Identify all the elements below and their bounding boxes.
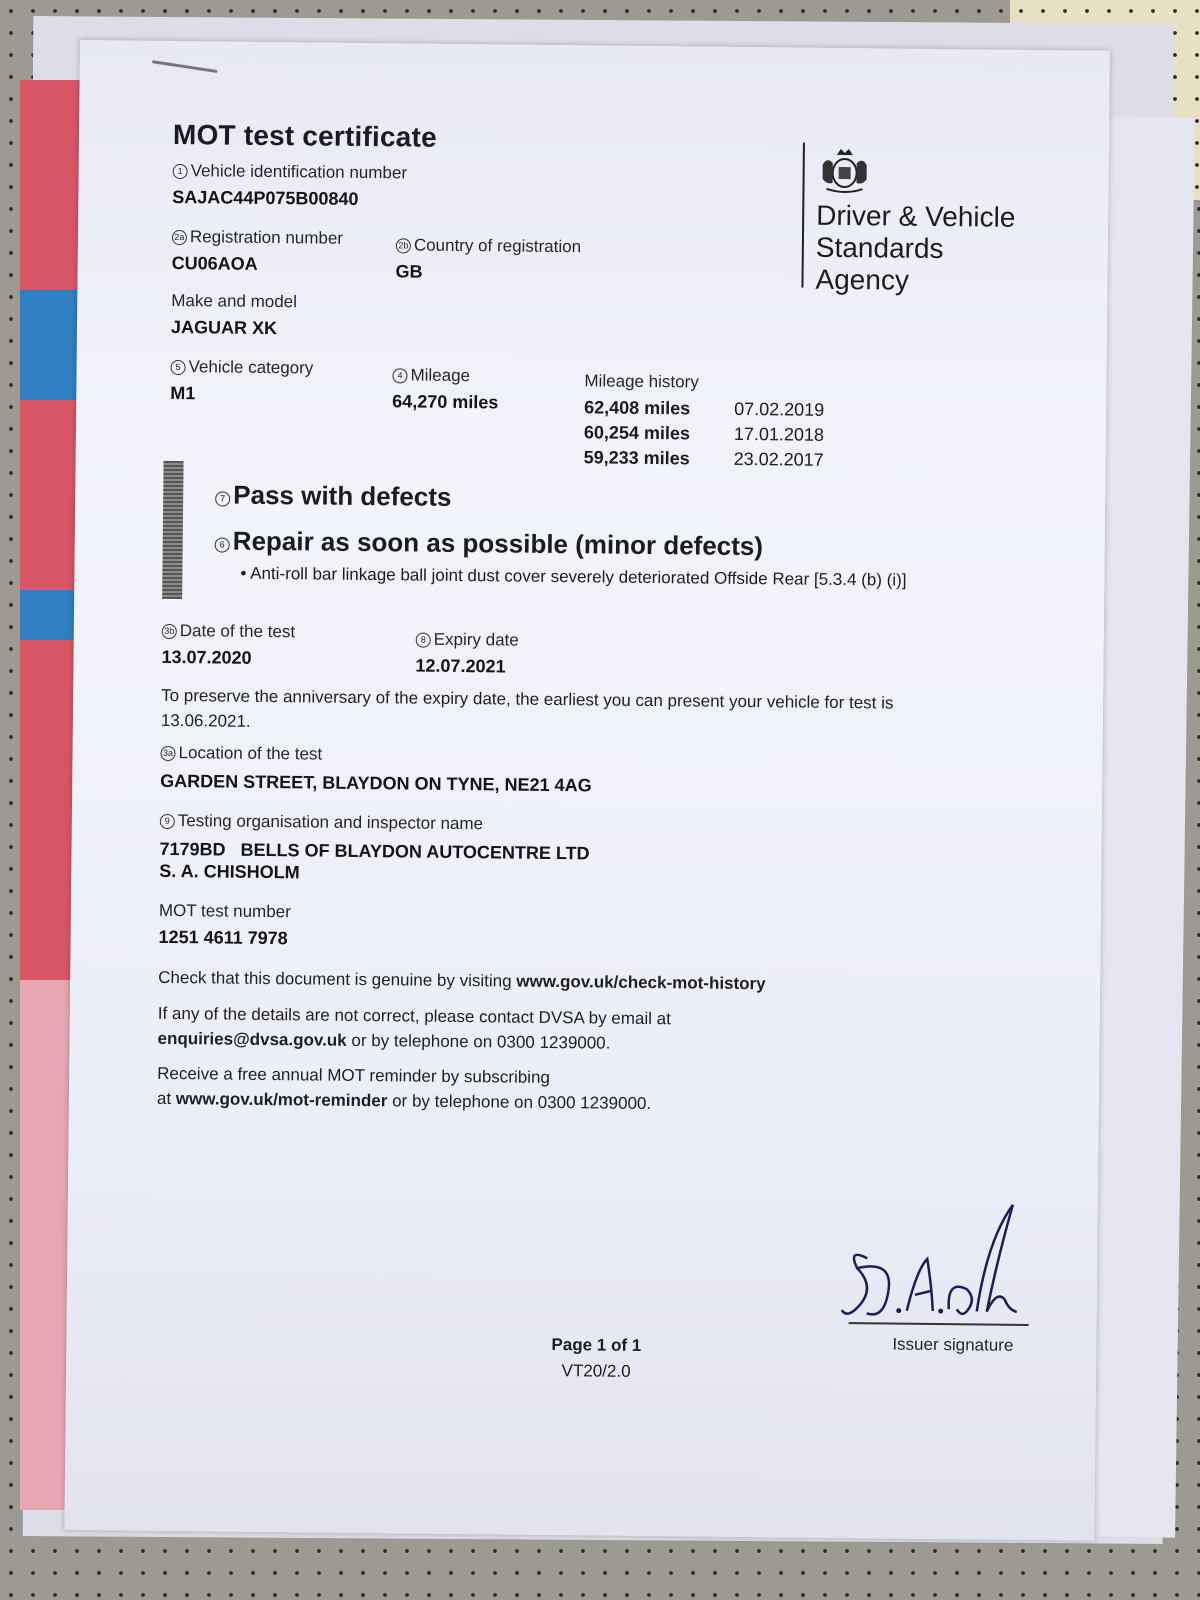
- category-label-row: [170, 357, 313, 378]
- field-number-badge: 3b: [162, 624, 177, 639]
- field-number-badge: 6: [215, 537, 230, 552]
- history-date: 23.02.2017: [733, 448, 824, 470]
- test-number-value: 1251 4611 7978: [158, 926, 288, 949]
- reminder-line-1: Receive a free annual MOT reminder by subscribing: [157, 1063, 551, 1087]
- agency-name: [815, 200, 1015, 298]
- reminder-phone-text: or by telephone on 0300 1239000.: [392, 1091, 652, 1114]
- category-label: Vehicle category: [188, 357, 314, 378]
- make-label: Make and model: [171, 290, 298, 312]
- anniversary-line-1: To preserve the anniversary of the expiry date, the earliest you can present your vehicle for test is: [161, 685, 894, 713]
- category-value: M1: [170, 382, 196, 404]
- defect-text: Anti-roll bar linkage ball joint dust cover severely deteriorated Offside Rear [5.3.4 (b) (i)]: [250, 563, 907, 590]
- field-number-badge: 3a: [160, 746, 175, 761]
- mileage-history-row: [584, 447, 844, 475]
- location-value: GARDEN STREET, BLAYDON ON TYNE, NE21 4AG: [160, 770, 592, 796]
- field-number-badge: 5: [170, 360, 185, 375]
- royal-crest-icon: [816, 143, 873, 196]
- pass-status: [215, 479, 452, 512]
- anniversary-line-2: 13.06.2021.: [160, 710, 251, 731]
- country-label: Country of registration: [413, 235, 582, 257]
- vin-label: Vehicle identification number: [190, 161, 408, 183]
- organisation-value: [159, 839, 589, 865]
- agency-divider: [801, 143, 805, 288]
- page-title: MOT test certificate: [172, 118, 438, 153]
- vin-label-row: [173, 161, 408, 183]
- history-miles: 62,408 miles: [584, 397, 691, 419]
- reminder-at: at: [156, 1088, 172, 1109]
- history-date: 17.01.2018: [733, 423, 825, 445]
- field-number-badge: 2a: [172, 230, 187, 245]
- mileage-label-row: [392, 365, 470, 386]
- mileage-history-label: Mileage history: [584, 371, 699, 392]
- vin-value: SAJAC44P075B00840: [172, 186, 359, 209]
- repair-status: [215, 525, 764, 562]
- test-date-label-row: [162, 621, 295, 642]
- check-text: Check that this document is genuine by visiting: [158, 967, 512, 991]
- organisation-name: BELLS OF BLAYDON AUTOCENTRE LTD: [240, 839, 590, 864]
- mileage-label: Mileage: [410, 365, 471, 386]
- location-label-row: [160, 743, 322, 765]
- agency-line-1: Driver & Vehicle: [816, 199, 1016, 233]
- expiry-date-label: Expiry date: [433, 629, 519, 650]
- expiry-date-label-row: [416, 630, 519, 651]
- repair-status-text: Repair as soon as possible (minor defects): [232, 525, 764, 562]
- contact-phone-text: or by telephone on 0300 1239000.: [351, 1030, 611, 1053]
- form-code: VT20/2.0: [561, 1361, 631, 1381]
- field-number-badge: 8: [416, 633, 431, 648]
- field-number-badge: 4: [392, 368, 407, 383]
- location-label: Location of the test: [178, 743, 323, 764]
- agency-line-2: Standards: [815, 231, 944, 265]
- contact-line-1: If any of the details are not correct, please contact DVSA by email at: [157, 1003, 671, 1029]
- field-number-badge: 7: [215, 491, 230, 506]
- country-value: GB: [395, 261, 423, 282]
- organisation-label-row: [160, 811, 483, 834]
- reg-label: Registration number: [189, 227, 344, 248]
- test-number-label: MOT test number: [158, 900, 291, 922]
- result-side-bar: [162, 461, 183, 599]
- agency-line-3: Agency: [815, 263, 910, 296]
- mileage-value: 64,270 miles: [392, 391, 499, 413]
- check-url-link[interactable]: www.gov.uk/check-mot-history: [516, 971, 766, 994]
- history-date: 07.02.2019: [734, 398, 825, 420]
- expiry-date-value: 12.07.2021: [415, 655, 506, 677]
- test-date-value: 13.07.2020: [161, 646, 252, 668]
- contact-email-link[interactable]: enquiries@dvsa.gov.uk: [157, 1028, 347, 1050]
- signature-label: Issuer signature: [892, 1334, 1014, 1355]
- reg-label-row: [172, 227, 343, 249]
- country-label-row: [396, 235, 581, 257]
- issuer-signature: [837, 1198, 1038, 1330]
- field-number-badge: 1: [173, 164, 188, 179]
- contact-text: [157, 1001, 1037, 1060]
- history-miles: 59,233 miles: [583, 447, 690, 469]
- organisation-code: 7179BD: [159, 838, 226, 860]
- make-value: JAGUAR XK: [170, 316, 278, 339]
- defect-item: [240, 564, 906, 591]
- genuine-check-text: [158, 965, 1038, 999]
- test-date-label: Date of the test: [179, 621, 296, 642]
- mileage-history-row: [584, 397, 844, 425]
- field-number-badge: 9: [160, 814, 175, 829]
- page-number: Page 1 of 1: [551, 1335, 642, 1355]
- organisation-label: Testing organisation and inspector name: [177, 811, 484, 834]
- reminder-url-link[interactable]: www.gov.uk/mot-reminder: [175, 1089, 388, 1111]
- reminder-text: [157, 1061, 1037, 1120]
- mileage-history-list: [584, 397, 845, 475]
- inspector-name: S. A. CHISHOLM: [159, 860, 300, 883]
- reg-value: CU06AOA: [171, 252, 258, 274]
- history-miles: 60,254 miles: [583, 422, 691, 444]
- anniversary-note: [161, 683, 1041, 742]
- staple: [152, 60, 218, 73]
- pass-status-text: Pass with defects: [233, 479, 452, 512]
- mot-certificate-page: [64, 40, 1110, 1541]
- bullet-icon: •: [240, 563, 247, 583]
- mileage-history-row: [584, 422, 844, 450]
- field-number-badge: 2b: [396, 238, 411, 253]
